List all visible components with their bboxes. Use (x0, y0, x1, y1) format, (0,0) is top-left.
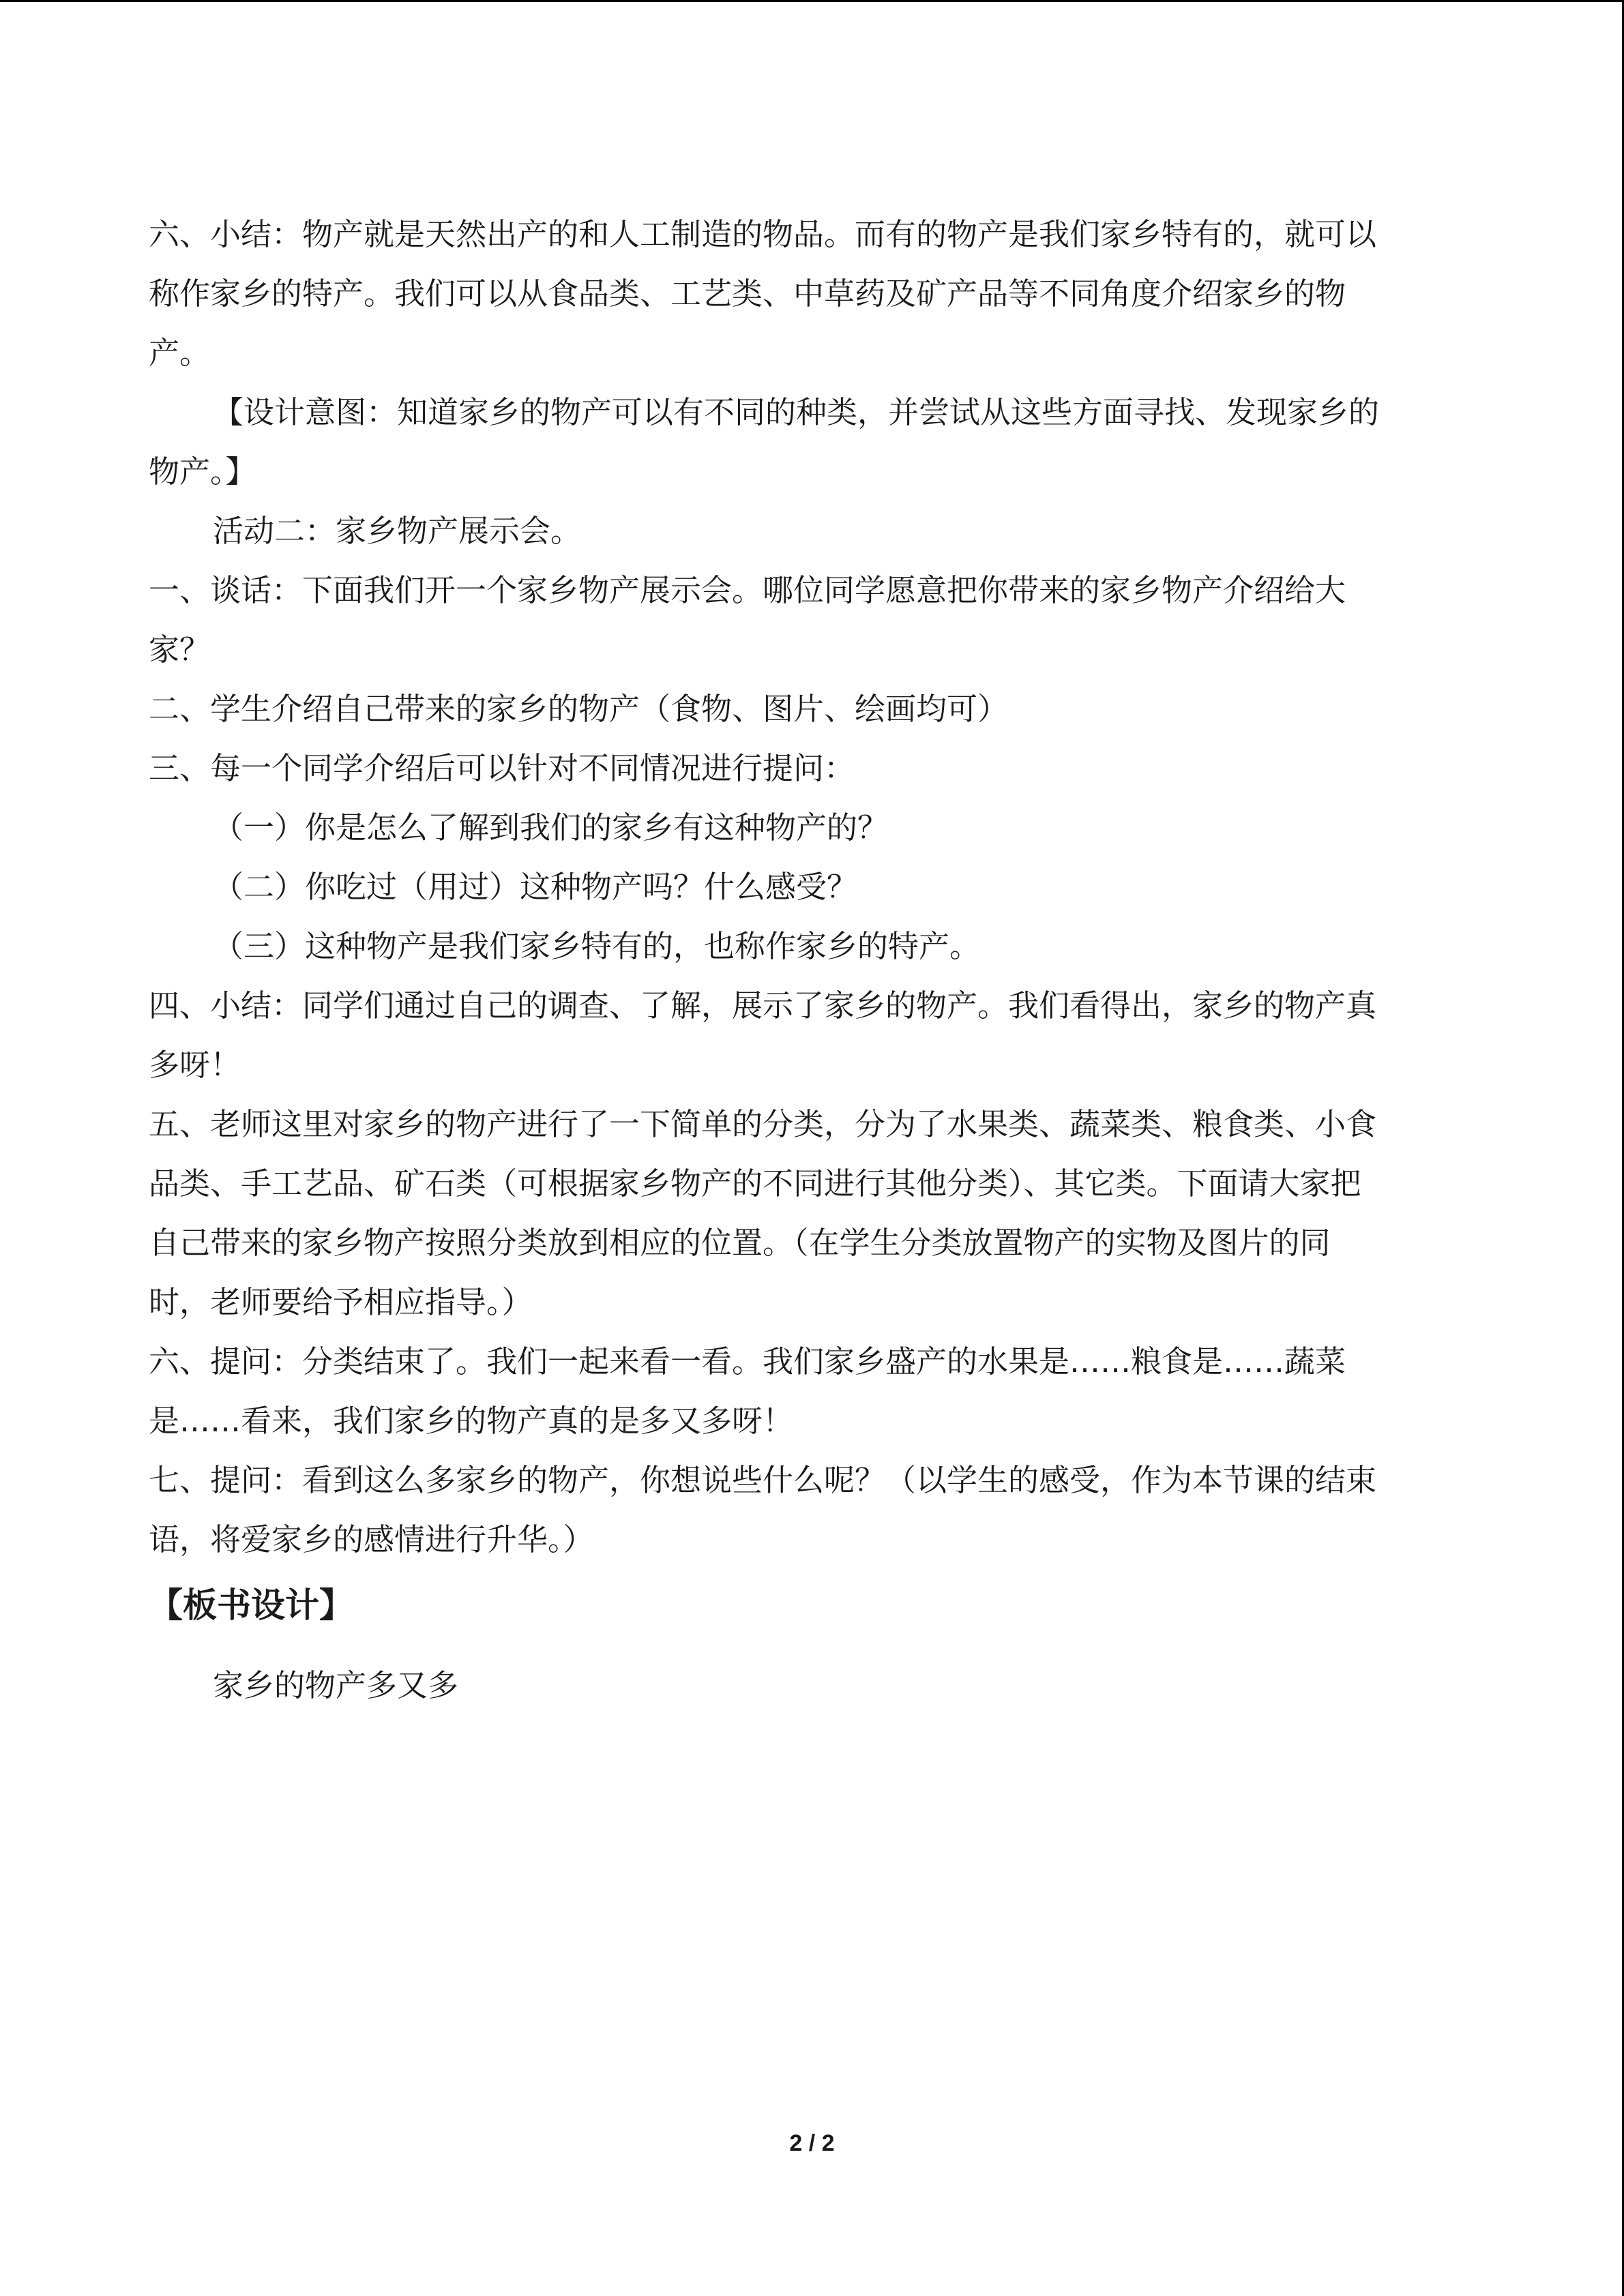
paragraph-line: 【设计意图：知道家乡的物产可以有不同的种类，并尝试从这些方面寻找、发现家乡的 (213, 394, 1380, 430)
paragraph-line: 三、每一个同学介绍后可以针对不同情况进行提问： (149, 750, 855, 786)
paragraph-line: 是……看来，我们家乡的物产真的是多又多呀！ (149, 1403, 794, 1439)
page-top-border (0, 0, 1624, 2)
paragraph-line: （一）你是怎么了解到我们的家乡有这种物产的？ (213, 809, 889, 846)
paragraph-list (149, 205, 1465, 1569)
paragraph-line: 语，将爱家乡的感情进行升华。） (149, 1521, 594, 1557)
paragraph-line: 品类、手工艺品、矿石类（可根据家乡物产的不同进行其他分类）、其它类。下面请大家把 (149, 1165, 1361, 1202)
paragraph-line: 称作家乡的特产。我们可以从食品类、工艺类、中草药及矿产品等不同角度介绍家乡的物 (149, 275, 1346, 312)
paragraph-line: 活动二：家乡物产展示会。 (213, 513, 582, 549)
paragraph-line: 自己带来的家乡物产按照分类放到相应的位置。（在学生分类放置物产的实物及图片的同 (149, 1225, 1331, 1261)
board-design-heading: 【板书设计】 (149, 1585, 353, 1625)
paragraph-line: 二、学生介绍自己带来的家乡的物产（食物、图片、绘画均可） (149, 691, 1009, 727)
page-number: 2 / 2 (789, 2130, 835, 2156)
document-body (149, 205, 1465, 1715)
paragraph-line: 六、小结：物产就是天然出产的和人工制造的物品。而有的物产是我们家乡特有的，就可以 (149, 216, 1377, 252)
paragraph-line: 家？ (149, 631, 211, 668)
paragraph-line: 物产。】 (149, 453, 256, 490)
paragraph-line: 七、提问：看到这么多家乡的物产，你想说些什么呢？（以学生的感受，作为本节课的结束 (149, 1462, 1377, 1498)
paragraph-line: 时，老师要给予相应指导。） (149, 1284, 533, 1320)
paragraph-line: （三）这种物产是我们家乡特有的，也称作家乡的特产。 (213, 928, 981, 964)
board-design-text: 家乡的物产多又多 (213, 1667, 459, 1703)
paragraph-line: 四、小结：同学们通过自己的调查、了解，展示了家乡的物产。我们看得出，家乡的物产真 (149, 987, 1377, 1024)
paragraph-line: 多呀！ (149, 1047, 241, 1083)
paragraph-line: 六、提问：分类结束了。我们一起来看一看。我们家乡盛产的水果是……粮食是……蔬菜 (149, 1343, 1346, 1380)
paragraph-line: 五、老师这里对家乡的物产进行了一下简单的分类，分为了水果类、蔬菜类、粮食类、小食 (149, 1106, 1377, 1142)
paragraph-line: 产。 (149, 335, 211, 371)
paragraph-line: 一、谈话：下面我们开一个家乡物产展示会。哪位同学愿意把你带来的家乡物产介绍给大 (149, 572, 1346, 608)
paragraph-line: （二）你吃过（用过）这种物产吗？什么感受？ (213, 869, 858, 905)
